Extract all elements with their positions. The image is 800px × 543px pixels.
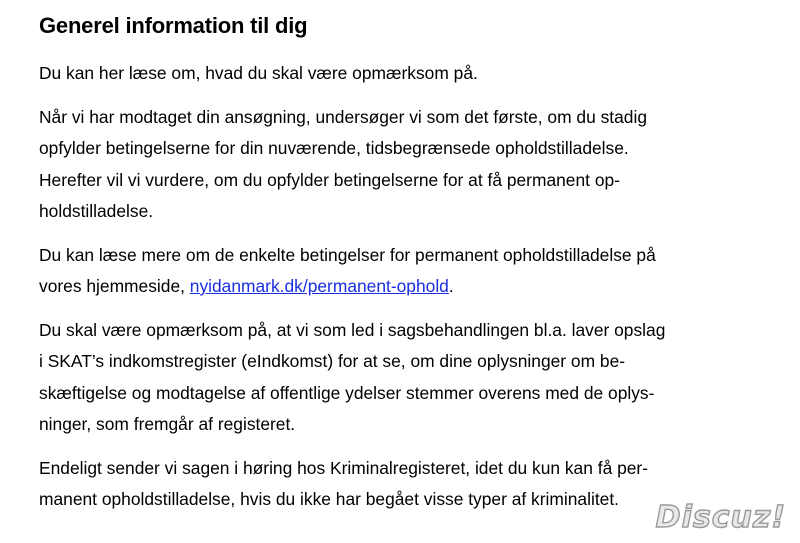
link-prefix-text: vores hjemmeside, (39, 276, 190, 296)
paragraph-criminal-register (39, 453, 755, 516)
paragraph-application-review (39, 102, 755, 228)
paragraph-line: ninger, som fremgår af registeret. (39, 414, 296, 434)
paragraph-skat-register (39, 315, 755, 441)
paragraph-line: holdstilladelse. (39, 201, 154, 221)
paragraph-line: skæftigelse og modtagelse af offentlige ydelser stemmer overens med de oplys- (39, 382, 655, 403)
paragraph-intro (39, 58, 755, 90)
paragraph-line-with-link (39, 271, 755, 303)
permanent-ophold-link[interactable]: nyidanmark.dk/permanent-ophold (189, 276, 449, 296)
paragraph-line: i SKAT’s indkomstregister (eIndkomst) for at se, om dine oplysninger om be- (39, 351, 626, 371)
paragraph-line: Når vi har modtaget din ansøgning, undersøger vi som det første, om du stadig (39, 106, 647, 127)
paragraph-line: opfylder betingelserne for din nuværende, tidsbegrænsede opholdstilladelse. (39, 138, 629, 158)
paragraph-line: manent opholdstilladelse, hvis du ikke har begået visse typer af kriminalitet. (39, 489, 619, 509)
discuz-watermark: Discuz! (655, 500, 786, 535)
link-suffix-text: . (448, 276, 454, 296)
document-body (39, 10, 755, 528)
paragraph-read-more (39, 240, 755, 303)
paragraph-line: Du kan læse mere om de enkelte betingelser for permanent opholdstilladelse på (39, 244, 656, 265)
paragraph-line: Du skal være opmærksom på, at vi som led i sagsbehandlingen bl.a. laver opslag (39, 319, 666, 340)
paragraph-line: Endeligt sender vi sagen i høring hos Kriminalregisteret, idet du kun kan få per- (39, 457, 648, 478)
page-title: Generel information til dig (39, 13, 308, 38)
paragraph-line: Herefter vil vi vurdere, om du opfylder betingelserne for at få permanent op- (39, 169, 620, 190)
paragraph-line: Du kan her læse om, hvad du skal være opmærksom på. (39, 63, 478, 83)
